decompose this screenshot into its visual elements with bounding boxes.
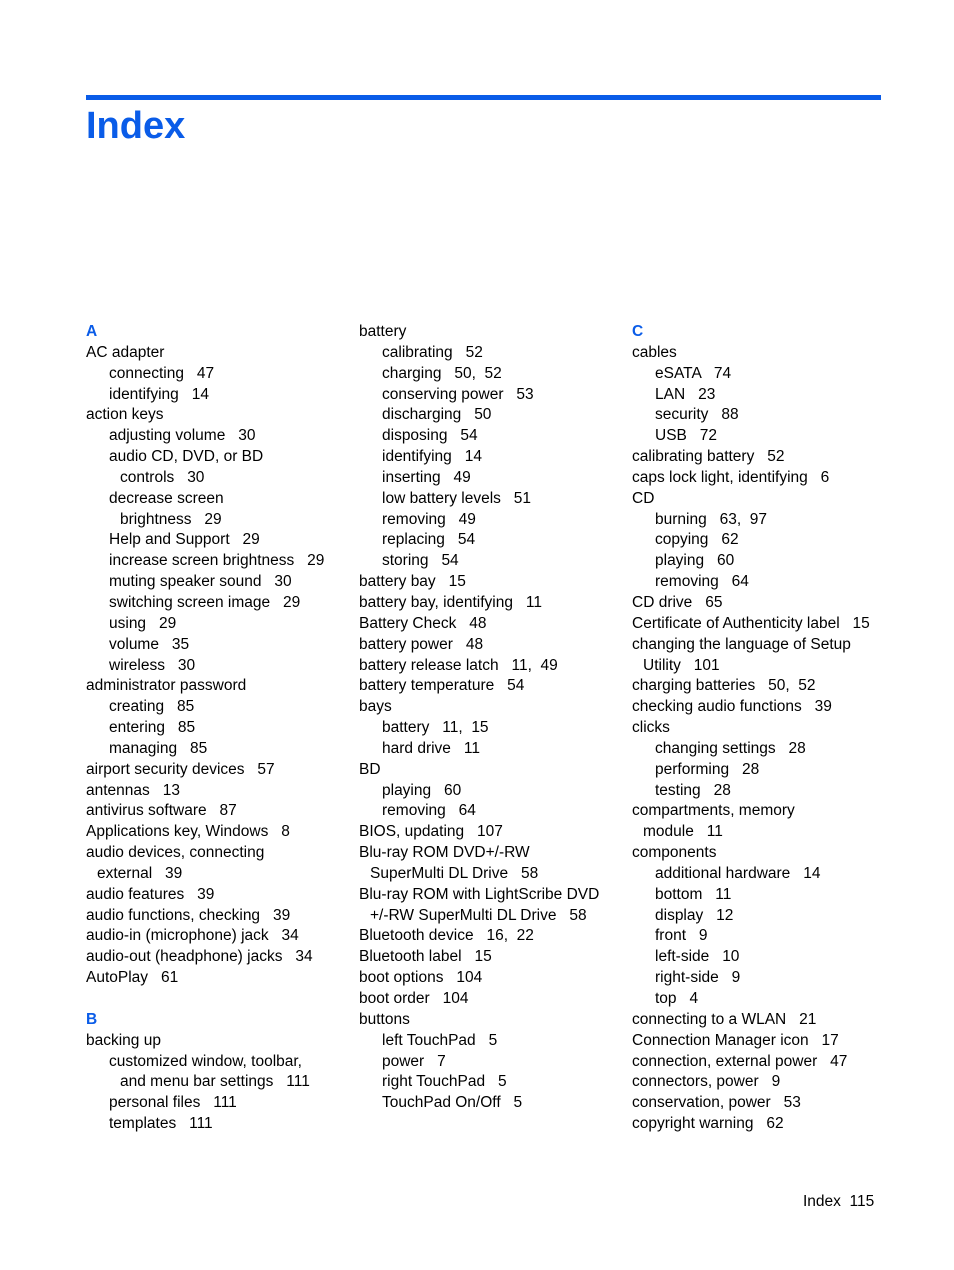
- index-entry: conservation, power 53: [632, 1094, 801, 1112]
- index-entry: CD: [632, 489, 655, 507]
- index-entry-continuation: brightness 29: [120, 510, 222, 528]
- index-entry: Blu-ray ROM with LightScribe DVD: [359, 885, 600, 903]
- index-entry: boot order 104: [359, 990, 469, 1007]
- index-entry: buttons: [359, 1010, 410, 1028]
- index-entry: AC adapter: [86, 343, 165, 361]
- index-entry: administrator password: [86, 677, 247, 695]
- index-entry: BIOS, updating 107: [359, 823, 503, 841]
- index-subentry: customized window, toolbar,: [109, 1052, 302, 1070]
- index-subentry: playing 60: [655, 552, 735, 570]
- index-entry-continuation: controls 30: [120, 468, 205, 486]
- index-entry: connecting to a WLAN 21: [632, 1010, 817, 1028]
- index-subentry: eSATA 74: [655, 364, 732, 382]
- index-entry: airport security devices 57: [86, 760, 275, 778]
- index-subentry: wireless 30: [109, 656, 196, 674]
- index-subentry: top 4: [655, 990, 699, 1007]
- index-subentry: calibrating 52: [382, 343, 483, 361]
- section-letter: A: [86, 323, 98, 340]
- index-entry: Certificate of Authenticity label 15: [632, 614, 870, 632]
- index-subentry: power 7: [382, 1052, 446, 1070]
- index-subentry: identifying 14: [382, 448, 482, 466]
- index-entry: antivirus software 87: [86, 802, 237, 820]
- index-subentry: changing settings 28: [655, 739, 806, 757]
- index-entry: audio-in (microphone) jack 34: [86, 927, 299, 945]
- index-entry: battery release latch 11, 49: [359, 656, 558, 674]
- index-entry: BD: [359, 760, 381, 778]
- index-subentry: managing 85: [109, 739, 208, 757]
- index-subentry: left TouchPad 5: [382, 1031, 498, 1049]
- index-subentry: removing 64: [382, 802, 476, 820]
- index-subentry: display 12: [655, 906, 734, 924]
- index-entry-continuation: module 11: [643, 823, 723, 841]
- index-column-1: [86, 322, 348, 1135]
- index-entry: caps lock light, identifying 6: [632, 468, 830, 486]
- index-subentry: disposing 54: [382, 427, 478, 445]
- index-entry: cables: [632, 343, 677, 361]
- index-entry-continuation: Utility 101: [643, 656, 720, 674]
- index-entry: calibrating battery 52: [632, 448, 785, 466]
- index-entry: action keys: [86, 406, 164, 424]
- index-subentry: right TouchPad 5: [382, 1073, 507, 1091]
- section-gap: [86, 989, 348, 1010]
- index-subentry: muting speaker sound 30: [109, 573, 292, 591]
- index-entry: battery bay, identifying 11: [359, 593, 542, 611]
- index-entry-continuation: SuperMulti DL Drive 58: [370, 864, 539, 882]
- index-subentry: removing 64: [655, 573, 749, 591]
- index-subentry: TouchPad On/Off 5: [382, 1094, 523, 1112]
- index-subentry: storing 54: [382, 552, 459, 570]
- index-subentry: LAN 23: [655, 385, 716, 403]
- index-entry: bays: [359, 698, 392, 716]
- index-entry: Battery Check 48: [359, 614, 487, 632]
- index-entry: audio features 39: [86, 885, 215, 903]
- index-entry: checking audio functions 39: [632, 698, 832, 716]
- index-entry: charging batteries 50, 52: [632, 677, 816, 695]
- index-subentry: inserting 49: [382, 468, 471, 486]
- footer-label: Index: [803, 1193, 841, 1210]
- index-entry: battery: [359, 323, 407, 340]
- index-subentry: copying 62: [655, 531, 739, 549]
- page-footer: [803, 1193, 874, 1211]
- index-subentry: charging 50, 52: [382, 364, 502, 382]
- index-subentry: connecting 47: [109, 364, 215, 382]
- index-subentry: right-side 9: [655, 969, 741, 987]
- index-entry: connectors, power 9: [632, 1073, 781, 1091]
- index-subentry: playing 60: [382, 781, 462, 799]
- index-entry: AutoPlay 61: [86, 969, 179, 987]
- index-subentry: hard drive 11: [382, 739, 480, 757]
- index-subentry: removing 49: [382, 510, 476, 528]
- page-number: 115: [849, 1193, 875, 1210]
- index-subentry: burning 63, 97: [655, 510, 768, 528]
- index-entry: Bluetooth label 15: [359, 948, 492, 966]
- index-subentry: front 9: [655, 927, 708, 945]
- index-subentry: using 29: [109, 614, 177, 632]
- section-letter: B: [86, 1010, 98, 1028]
- index-subentry: battery 11, 15: [382, 719, 489, 737]
- index-subentry: USB 72: [655, 427, 718, 445]
- index-subentry: additional hardware 14: [655, 864, 821, 882]
- index-entry: battery temperature 54: [359, 677, 525, 695]
- title-rule: [86, 95, 881, 100]
- index-entry: battery bay 15: [359, 573, 466, 591]
- index-entry: copyright warning 62: [632, 1115, 784, 1133]
- page-title: Index: [86, 105, 186, 147]
- index-subentry: identifying 14: [109, 385, 209, 403]
- index-subentry: creating 85: [109, 698, 195, 716]
- index-subentry: switching screen image 29: [109, 593, 301, 611]
- index-entry: boot options 104: [359, 969, 483, 987]
- index-subentry: low battery levels 51: [382, 489, 532, 507]
- index-subentry: increase screen brightness 29: [109, 552, 325, 570]
- index-entry: CD drive 65: [632, 593, 723, 611]
- index-entry: components: [632, 844, 717, 862]
- index-entry: audio devices, connecting: [86, 844, 265, 862]
- index-column-2: [359, 322, 621, 1114]
- index-subentry: performing 28: [655, 760, 760, 778]
- index-subentry: left-side 10: [655, 948, 740, 966]
- index-entry: compartments, memory: [632, 802, 795, 820]
- index-subentry: Help and Support 29: [109, 531, 260, 549]
- index-entry: antennas 13: [86, 781, 180, 799]
- index-entry: battery power 48: [359, 635, 484, 653]
- index-subentry: conserving power 53: [382, 385, 534, 403]
- index-subentry: replacing 54: [382, 531, 476, 549]
- index-entry-continuation: external 39: [97, 864, 183, 882]
- index-subentry: personal files 111: [109, 1094, 237, 1112]
- index-entry-continuation: and menu bar settings 111: [120, 1073, 310, 1091]
- index-subentry: templates 111: [109, 1115, 213, 1133]
- section-letter: C: [632, 323, 644, 340]
- index-entry: backing up: [86, 1031, 161, 1049]
- index-entry: clicks: [632, 719, 670, 737]
- index-subentry: testing 28: [655, 781, 731, 799]
- index-subentry: adjusting volume 30: [109, 427, 256, 445]
- index-entry: changing the language of Setup: [632, 635, 851, 653]
- index-column-3: [632, 322, 894, 1135]
- index-entry: Blu-ray ROM DVD+/-RW: [359, 844, 530, 862]
- index-entry: connection, external power 47: [632, 1052, 848, 1070]
- index-entry-continuation: +/-RW SuperMulti DL Drive 58: [370, 906, 587, 924]
- index-subentry: entering 85: [109, 719, 196, 737]
- index-entry: audio functions, checking 39: [86, 906, 291, 924]
- index-entry: audio-out (headphone) jacks 34: [86, 948, 313, 966]
- index-entry: Applications key, Windows 8: [86, 823, 290, 841]
- index-entry: Bluetooth device 16, 22: [359, 927, 534, 945]
- index-subentry: discharging 50: [382, 406, 492, 424]
- index-subentry: bottom 11: [655, 885, 732, 903]
- index-subentry: volume 35: [109, 635, 190, 653]
- index-subentry: audio CD, DVD, or BD: [109, 448, 264, 466]
- index-subentry: decrease screen: [109, 489, 224, 507]
- index-subentry: security 88: [655, 406, 739, 424]
- index-entry: Connection Manager icon 17: [632, 1031, 839, 1049]
